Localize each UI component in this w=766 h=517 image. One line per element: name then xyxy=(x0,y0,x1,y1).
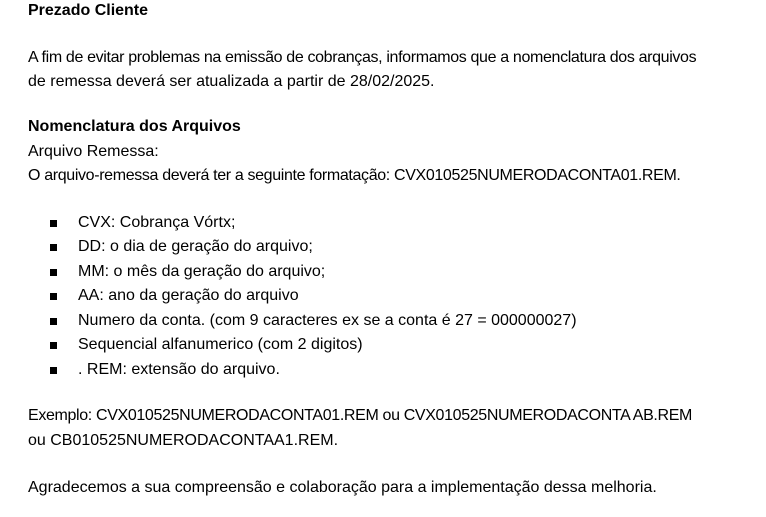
closing-line: Agradecemos a sua compreensão e colaboração para a implementação dessa melhoria. xyxy=(28,479,657,496)
square-bullet-icon xyxy=(50,244,57,251)
square-bullet-icon xyxy=(50,269,57,276)
list-item-text: CVX: Cobrança Vórtx; xyxy=(78,214,236,231)
example-line-2: ou CB010525NUMERODACONTAA1.REM. xyxy=(28,432,339,449)
list-item-text: Sequencial alfanumerico (com 2 digitos) xyxy=(78,336,363,353)
list-item-text: Numero da conta. (com 9 caracteres ex se a conta é 27 = 000000027) xyxy=(78,312,577,329)
example-line-1: Exemplo: CVX010525NUMERODACONTA01.REM ou CVX010525NUMERODACONTA AB.REM xyxy=(28,407,693,424)
list-item-text: MM: o mês da geração do arquivo; xyxy=(78,263,326,280)
square-bullet-icon xyxy=(50,293,57,300)
list-item-text: AA: ano da geração do arquivo xyxy=(78,287,299,304)
square-bullet-icon xyxy=(50,367,57,374)
square-bullet-icon xyxy=(50,318,57,325)
greeting-heading: Prezado Cliente xyxy=(28,2,149,19)
intro-line-2: de remessa deverá ser atualizada a partir de 28/02/2025. xyxy=(28,73,435,90)
square-bullet-icon xyxy=(50,220,57,227)
square-bullet-icon xyxy=(50,342,57,349)
list-item-text: DD: o dia de geração do arquivo; xyxy=(78,238,313,255)
format-line: O arquivo-remessa deverá ter a seguinte formatação: CVX010525NUMERODACONTA01.REM. xyxy=(28,167,681,184)
list-item-text: . REM: extensão do arquivo. xyxy=(78,361,280,378)
section-subheading: Arquivo Remessa: xyxy=(28,143,159,160)
section-heading: Nomenclatura dos Arquivos xyxy=(28,118,241,135)
intro-line-1: A fim de evitar problemas na emissão de cobranças, informamos que a nomenclatura dos arquivos xyxy=(28,49,697,66)
